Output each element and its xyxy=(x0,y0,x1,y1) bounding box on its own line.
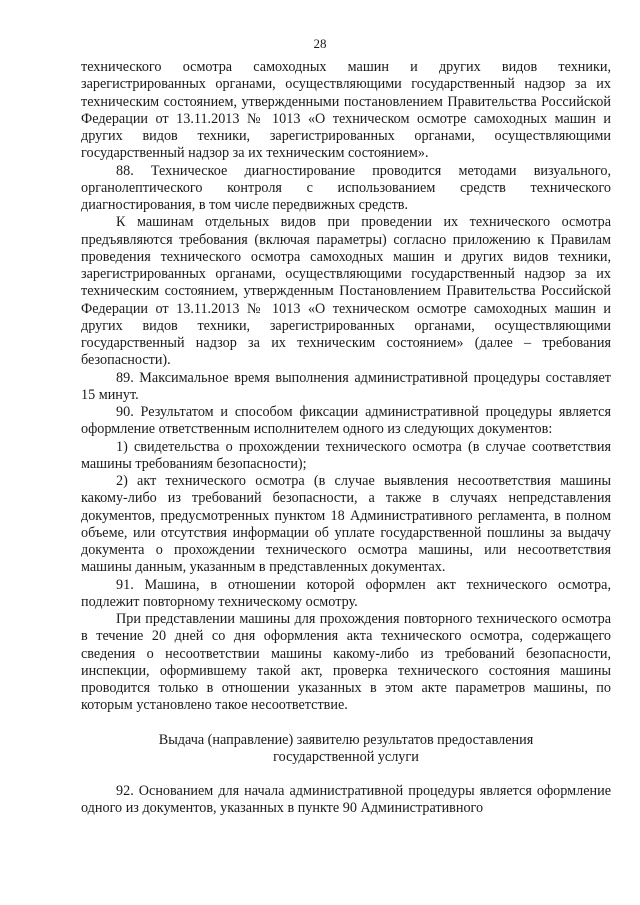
paragraph-90: 90. Результатом и способом фиксации административной процедуры является оформление ответственным исполнителем одного из следующих документов: xyxy=(81,404,611,438)
paragraph-89: 89. Максимальное время выполнения административной процедуры составляет 15 минут. xyxy=(81,369,611,403)
paragraph-repeat-inspection: При представлении машины для прохождения повторного технического осмотра в течение 20 дней со дня оформления акта технического осмотра, содержащего сведения о несоответствии машины какому-либо из требований безопасности, инспекции, оформившему такой акт, проверка технического состояния машины проводится только в отношении указанных в этом акте параметров машины, по которым установлено такое несоответствие. xyxy=(81,611,611,714)
section-heading: Выдача (направление) заявителю результатов предоставления государственной услуги xyxy=(158,731,534,765)
paragraph-88: 88. Техническое диагностирование проводится методами визуального, органолептического контроля с использованием средств технического диагностирования, в том числе передвижных средств. xyxy=(81,162,611,213)
page-number: 28 xyxy=(313,36,327,51)
list-item-1: 1) свидетельства о прохождении технического осмотра (в случае соответствия машины требованиям безопасности); xyxy=(81,438,611,472)
paragraph-91: 91. Машина, в отношении которой оформлен акт технического осмотра, подлежит повторному техническому осмотру. xyxy=(81,576,611,610)
document-body xyxy=(81,59,611,818)
paragraph-continuation: технического осмотра самоходных машин и других видов техники, зарегистрированных органами, осуществляющими государственный надзор за их техническим состоянием, утвержденными постановлением Правительства Российской Федерации от 13.11.2013 № 1013 «О техническом осмотре самоходных машин и других видов техники, зарегистрированных органами, осуществляющими государственный надзор за их техническим состоянием». xyxy=(81,59,611,162)
paragraph-92: 92. Основанием для начала административной процедуры является оформление одного из документов, указанных в пункте 90 Административного xyxy=(81,783,611,817)
paragraph-requirements: К машинам отдельных видов при проведении их технического осмотра предъявляются требования (включая параметры) согласно приложению к Правилам проведения технического осмотра самоходных машин и других видов техники, зарегистрированных органами, осуществляющими государственный надзор за их техническим состоянием, утвержденным Постановлением Правительства Российской Федерации от 13.11.2013 № 1013 «О техническом осмотре самоходных машин и других видов техники, зарегистрированных органами, осуществляющими государственный надзор за их техническим состоянием» (далее – требования безопасности). xyxy=(81,214,611,369)
list-item-2: 2) акт технического осмотра (в случае выявления несоответствия машины какому-либо из требований безопасности, а также в случаях непредставления документов, предусмотренных пунктом 18 Административного регламента, в полном объеме, или отсутствия информации об уплате государственной пошлины за выдачу документа о прохождении технического осмотра машины, или несоответствия машины данным, указанным в представленных документах. xyxy=(81,473,611,576)
